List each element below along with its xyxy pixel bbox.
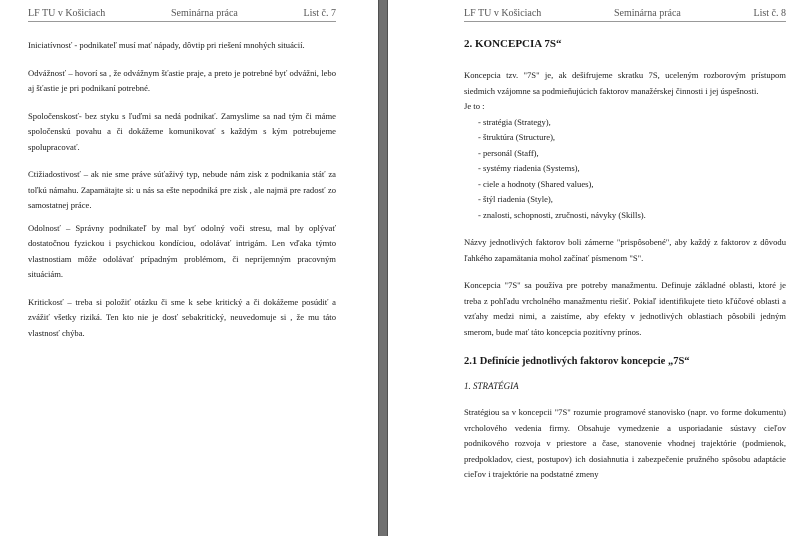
page-header [464, 8, 786, 22]
list-item: - ciele a hodnoty (Shared values), [478, 178, 594, 189]
document-page-8 [388, 0, 800, 536]
paragraph-intro: Koncepcia tzv. "7S" je, ak dešifrujeme skratku 7S, uceleným rozborovým prístupom siedmich vzájomne sa podmieňujúcich faktorov manažérskej činnosti i jej úspešnosti. [464, 70, 786, 96]
list-item: - personál (Staff), [478, 147, 539, 158]
paragraph-strategy: Stratégiou sa v koncepcii "7S" rozumie programové stanovisko (napr. vo forme dokumentu) vrcholového vedenia firmy. Obsahuje vymedzenie a usporiadanie sústavy cieľov podnikového rozvoja v priestore a čase, stanovenie vhodnej trajektórie (podmienok, predpokladov, ciest, postupov) ich dosiahnutia i zabezpečenie pružného spôsobu adaptácie cieľov i trajektórie na podstatné zmeny [464, 407, 786, 479]
list-lead: Je to : [464, 101, 485, 111]
page-gutter [378, 0, 388, 536]
header-document-type: Seminárna práca [613, 8, 681, 19]
paragraph-factor-names: Názvy jednotlivých faktorov boli zámerne "prispôsobené", aby každý z faktorov z dôvodu ľahkého zapamätania mohol začínať písmenom "S". [464, 237, 786, 263]
header-document-type: Seminárna práca [170, 8, 238, 19]
header-page-number: List č. 8 [753, 8, 786, 19]
paragraph-initiative: Iniciatívnosť - podnikateľ musí mať nápady, dôvtip pri riešení mnohých situácií. [28, 40, 305, 50]
header-page-number: List č. 7 [303, 8, 336, 19]
subsection-title: 1. STRATÉGIA [464, 381, 519, 391]
paragraph-usage: Koncepcia "7S" sa používa pre potreby manažmentu. Definuje základné oblasti, ktoré je treba z pohľadu vrcholného manažmentu riešiť. Pokiaľ identifikujete tieto kľúčové oblasti a vzťahy medzi nimi, a zaistíme, aby efekty v jednotlivých oblastiach pôsobili jedným smerom, bude mať táto koncepcia pozitívny prínos. [464, 280, 786, 337]
list-item: - stratégia (Strategy), [478, 116, 551, 127]
paragraph-resilience: Odolnosť – Správny podnikateľ by mal byť odolný voči stresu, mal by oplývať dostatočnou fyzickou i psychickou kondíciou, odolávať intrigám. Len vďaka týmto vlastnostiam môže odolávať prípadným problémom, či nepríjemným pracovným situáciám. [28, 222, 336, 279]
section-title: 2.1 Definície jednotlivých faktorov koncepcie „7S“ [464, 356, 690, 367]
list-item: - štruktúra (Structure), [478, 132, 556, 142]
header-institution: LF TU v Košiciach [464, 8, 542, 19]
paragraph-ambition: Ctižiadostivosť – ak nie sme práve súťaživý typ, nebude nám zisk z podnikania stáť za toľkú námahu. Zapamätajte si: u nás sa ešte nepodniká pre zisk , ale najmä pre radosť zo samostatnej práce. [28, 169, 336, 210]
paragraph-courage: Odvážnosť – hovorí sa , že odvážnym šťastie praje, a preto je potrebné byť odvážni, lebo aj šťastie je pri podnikaní potrebné. [28, 67, 336, 93]
list-item: - štýl riadenia (Style), [478, 194, 553, 204]
list-item: - systémy riadenia (Systems), [478, 163, 580, 173]
document-page-7 [0, 0, 378, 536]
list-item: - znalosti, schopnosti, zručnosti, návyky (Skills). [478, 209, 646, 220]
header-institution: LF TU v Košiciach [28, 8, 106, 19]
paragraph-sociability: Spoločenskosť- bez styku s ľuďmi sa nedá podnikať. Zamyslime sa nad tým či máme spoločenskú povahu a či dokážeme komunikovať s každým s kým potrebujeme spolupracovať. [28, 110, 336, 152]
page-header [28, 8, 336, 22]
chapter-title: 2. KONCEPCIA 7S“ [464, 38, 562, 50]
factor-list [464, 115, 786, 224]
paragraph-criticism: Kritickosť – treba si položiť otázku či sme k sebe kritický a či dokážeme posúdiť a zvážiť všetky riziká. Ten kto nie je dosť sebakritický, neuvedomuje si , že mu táto vlastnosť chýba. [28, 296, 336, 338]
